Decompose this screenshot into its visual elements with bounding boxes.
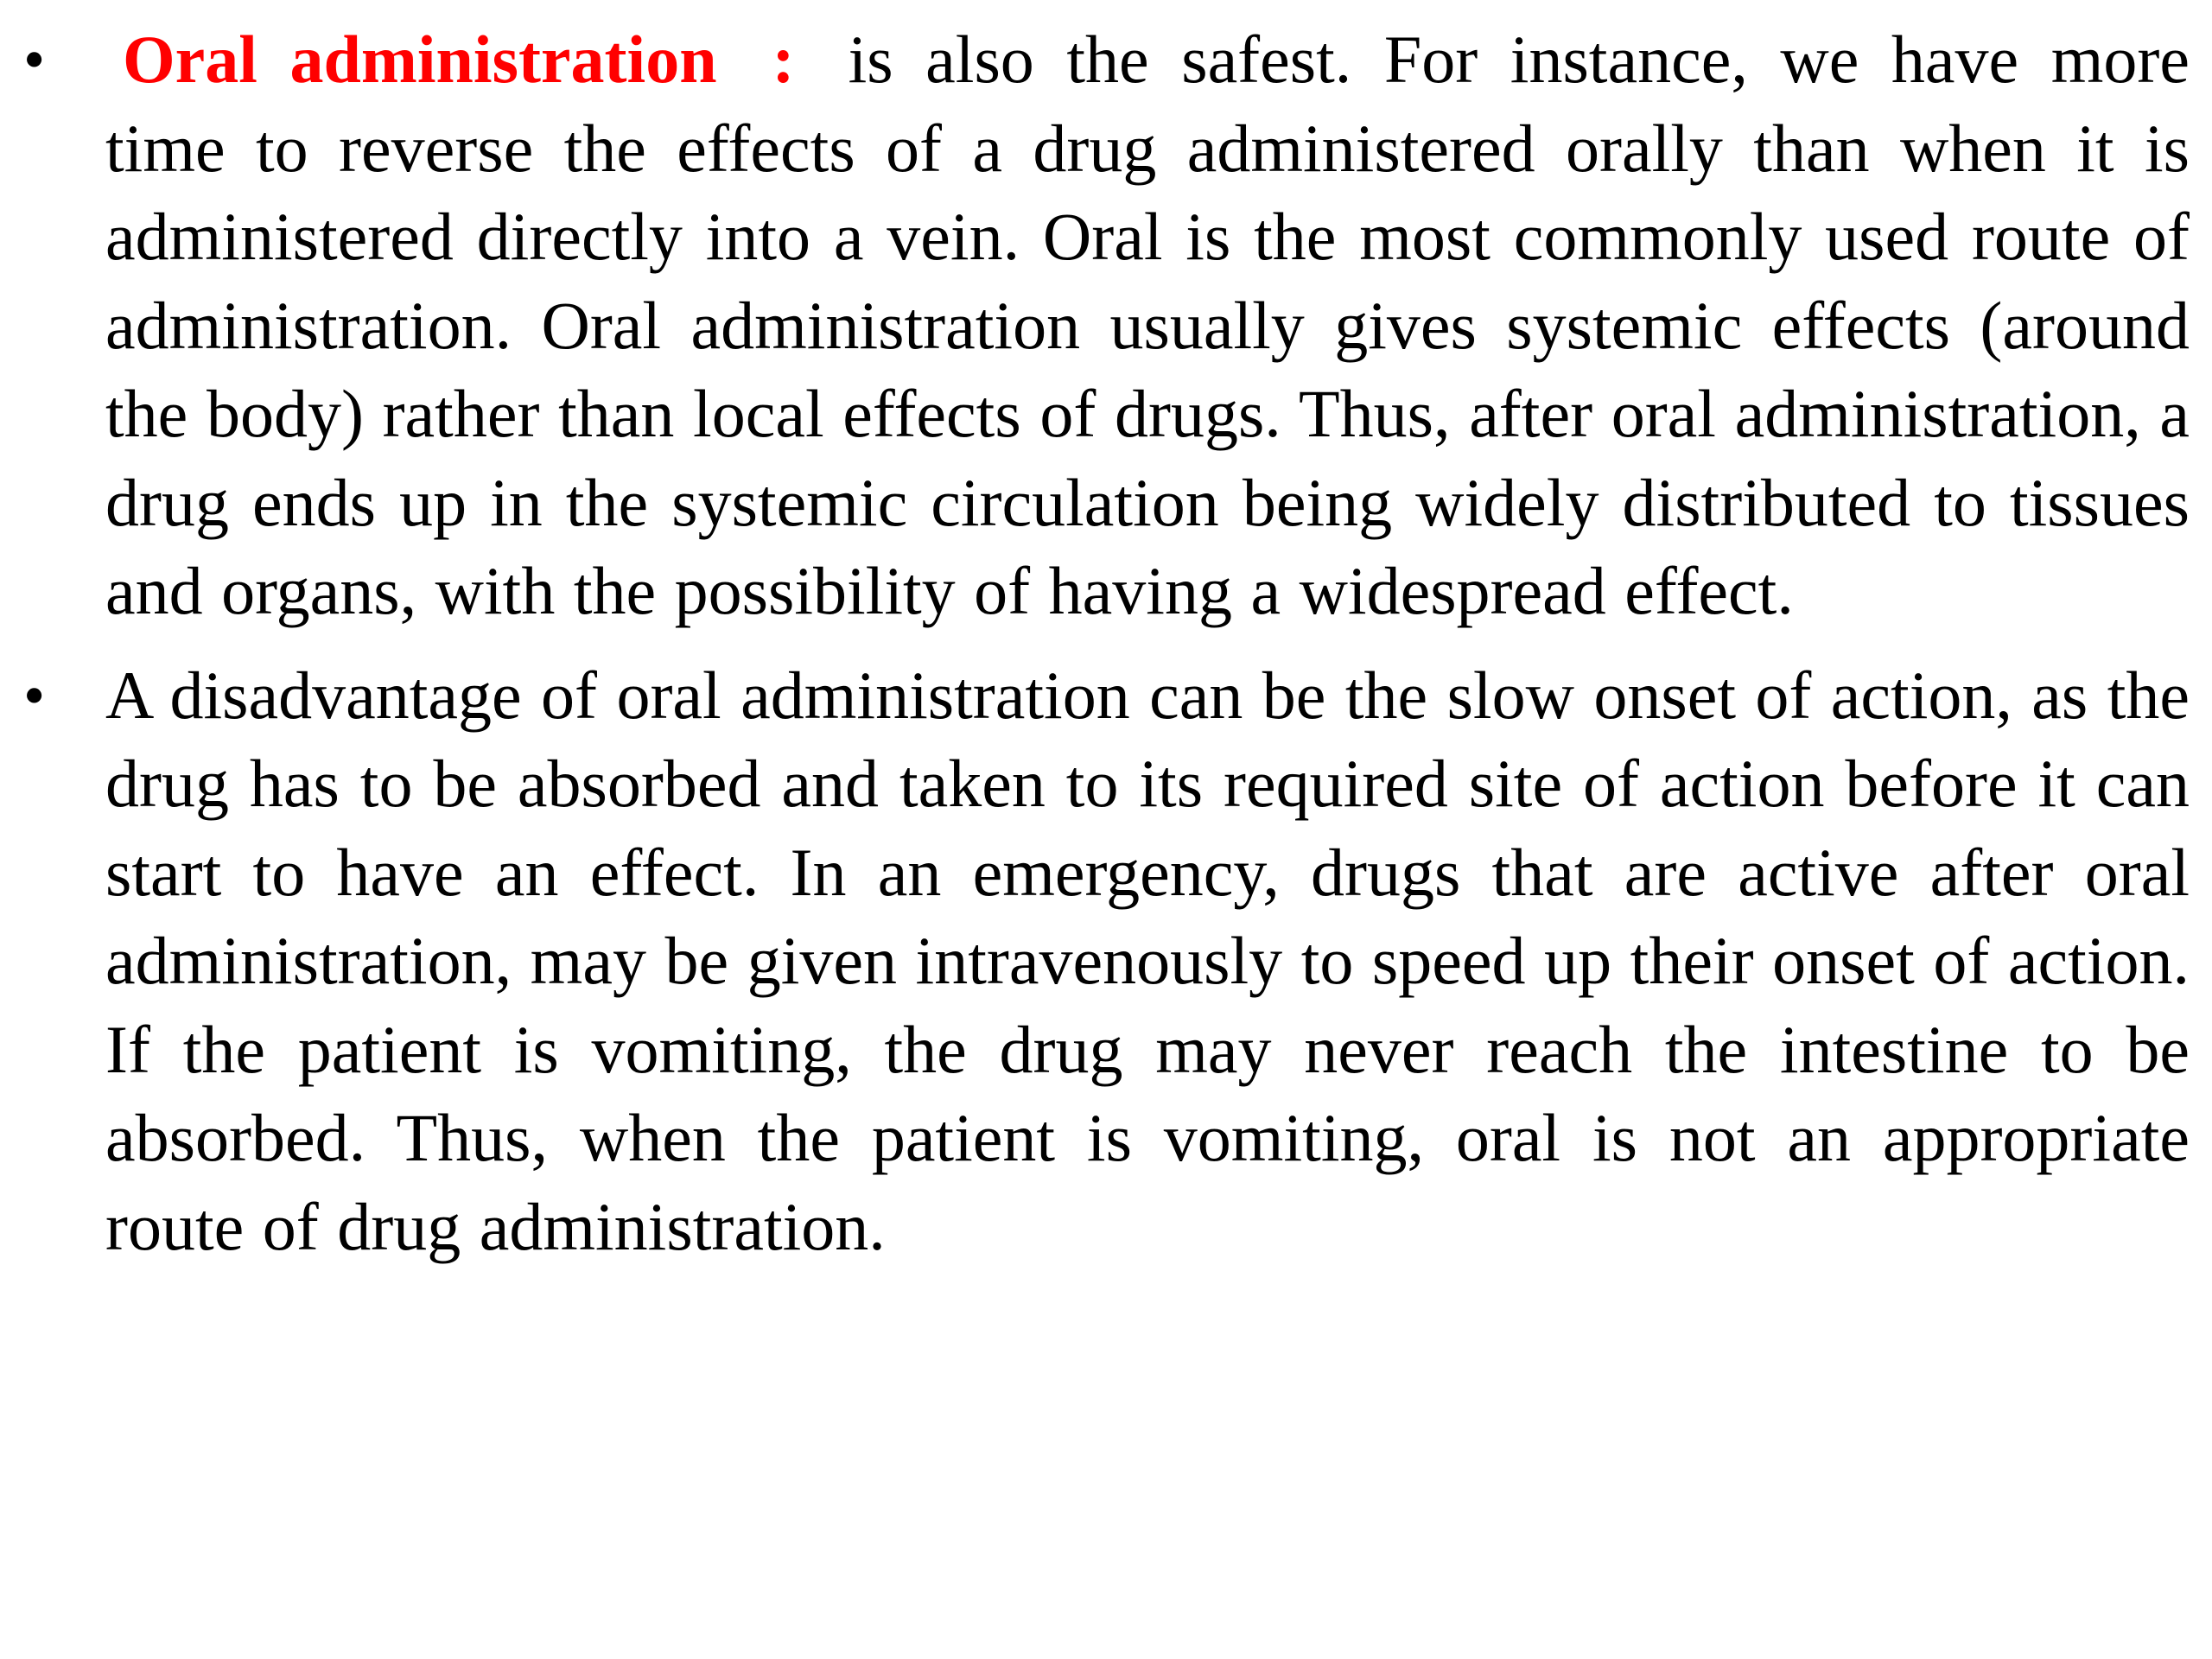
bullet-item-disadvantage bbox=[0, 652, 2212, 1272]
term-separator: : bbox=[772, 22, 795, 97]
paragraph-text: A disadvantage of oral administration can be the slow onset of action, as the drug has to be absorbed and taken to its required site of action before it can start to have an effect. In an emergency, drugs that are active after oral administration, may be given intravenously to speed up their onset of action. If the patient is vomiting, the drug may never reach the intestine to be absorbed. Thus, when the patient is vomiting, oral is not an appropriate route of drug administration. bbox=[105, 657, 2190, 1264]
bullet-point-icon: • bbox=[23, 660, 46, 730]
paragraph-text: is also the safest. For instance, we have more time to reverse the effects of a drug administered orally than when it is administered directly into a vein. Oral is the most commonly used route of administration. Oral administration usually gives systemic effects (around the body) rather than local effects of drugs. Thus, after oral administration, a drug ends up in the systemic circulation being widely distributed to tissues and organs, with the possibility of having a widespread effect. bbox=[105, 22, 2190, 628]
bullet-point-icon: • bbox=[23, 25, 46, 94]
bullet-text bbox=[105, 16, 2190, 636]
bullet-text bbox=[105, 652, 2190, 1272]
bullet-item-oral-administration bbox=[0, 16, 2212, 636]
term-heading: Oral administration bbox=[123, 22, 717, 97]
bullet-list bbox=[0, 16, 2212, 1287]
